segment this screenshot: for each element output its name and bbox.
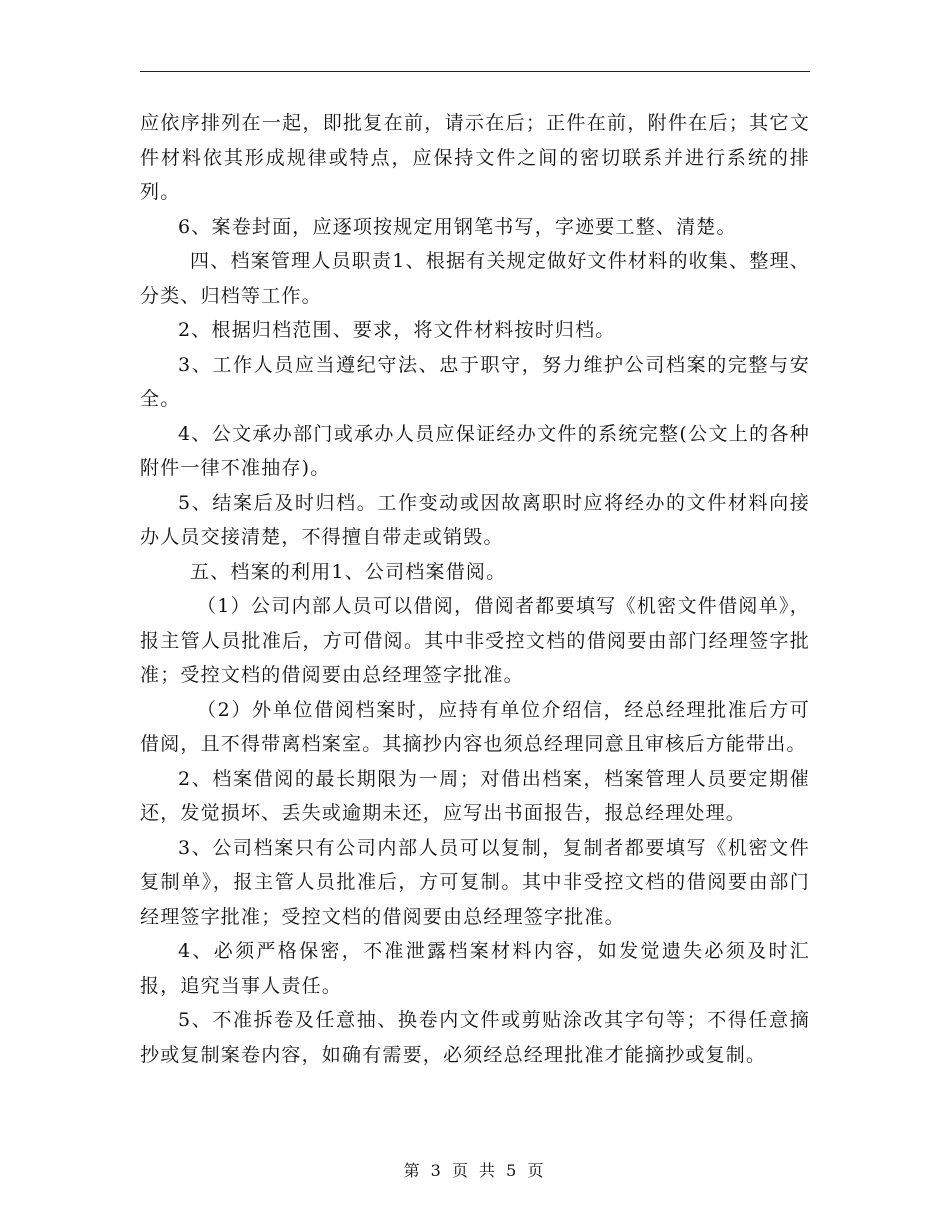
paragraph-duty-3: 3、工作人员应当遵纪守法、忠于职守，努力维护公司档案的完整与安全。 <box>140 353 810 410</box>
page-number: 第 3 页 共 5 页 <box>403 1161 547 1180</box>
header-rule <box>140 71 810 72</box>
paragraph-duty-2: 2、根据归档范围、要求，将文件材料按时归档。 <box>178 319 616 341</box>
document-body <box>140 106 810 1072</box>
paragraph-use-2: 2、档案借阅的最长期限为一周；对借出档案，档案管理人员要定期催还，发觉损坏、丢失或逾期未还，应写出书面报告，报总经理处理。 <box>140 767 810 824</box>
section-heading-archive-use: 五、档案的利用1、公司档案借阅。 <box>190 560 507 583</box>
paragraph-use-5: 5、不准拆卷及任意抽、换卷内文件或剪贴涂改其字句等；不得任意摘抄或复制案卷内容，如确有需要，必须经总经理批准才能摘抄或复制。 <box>140 1009 810 1066</box>
paragraph-case-cover: 6、案卷封面，应逐项按规定用钢笔书写，字迹要工整、清楚。 <box>178 215 737 238</box>
paragraph-continuation: 应依序排列在一起，即批复在前，请示在后；正件在前，附件在后；其它文件材料依其形成规律或特点，应保持文件之间的密切联系并进行系统的排列。 <box>140 112 810 203</box>
paragraph-duty-4: 4、公文承办部门或承办人员应保证经办文件的系统完整(公文上的各种附件一律不准抽存)。 <box>140 422 810 479</box>
paragraph-borrow-external: （2）外单位借阅档案时，应持有单位介绍信，经总经理批准后方可借阅，且不得带离档案室。其摘抄内容也须总经理同意且审核后方能带出。 <box>140 698 810 755</box>
paragraph-use-3: 3、公司档案只有公司内部人员可以复制，复制者都要填写《机密文件复制单》，报主管人员批准后，方可复制。其中非受控文档的借阅要由部门经理签字批准；受控文档的借阅要由总经理签字批准。 <box>140 836 810 928</box>
paragraph-borrow-internal: （1）公司内部人员可以借阅，借阅者都要填写《机密文件借阅单》，报主管人员批准后，方可借阅。其中非受控文档的借阅要由部门经理签字批准；受控文档的借阅要由总经理签字批准。 <box>140 595 810 686</box>
paragraph-use-4: 4、必须严格保密，不准泄露档案材料内容，如发觉遗失必须及时汇报，追究当事人责任。 <box>140 940 810 997</box>
section-heading-staff-duties: 四、档案管理人员职责1、根据有关规定做好文件材料的收集、整理、分类、归档等工作。 <box>140 250 810 307</box>
paragraph-duty-5: 5、结案后及时归档。工作变动或因故离职时应将经办的文件材料向接办人员交接清楚，不得擅自带走或销毁。 <box>140 491 810 548</box>
